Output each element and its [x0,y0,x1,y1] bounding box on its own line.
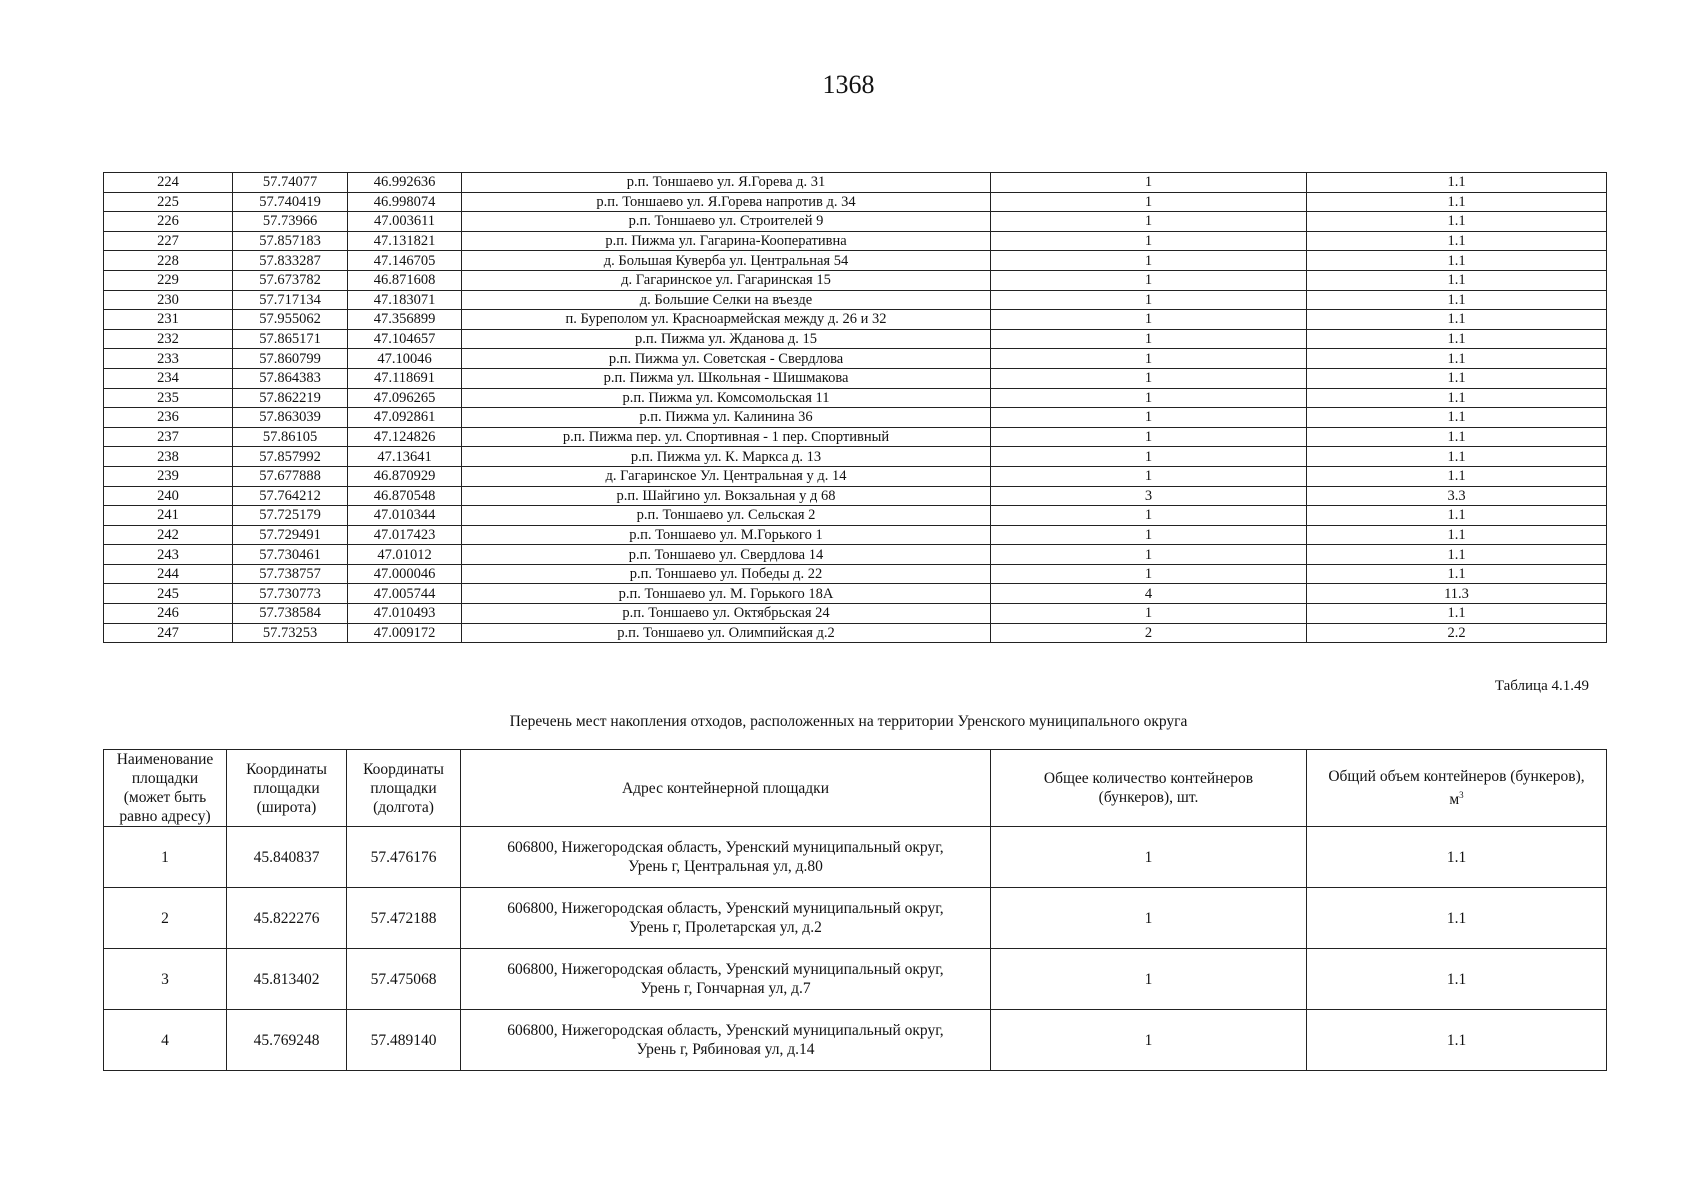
cell-longitude: 46.871608 [348,270,462,290]
cell-row-number: 224 [104,173,233,193]
cell-row-number: 232 [104,329,233,349]
table-row [104,212,1607,232]
cell-longitude: 47.124826 [348,427,462,447]
cell-address [461,827,991,888]
cell-address [461,1010,991,1071]
cell-container-volume: 1.1 [1307,388,1607,408]
cell-container-count: 1 [991,408,1307,428]
address-line: Урень г, Пролетарская ул, д.2 [629,919,822,936]
cell-container-volume: 1.1 [1307,349,1607,369]
cell-address: д. Гагаринское ул. Гагаринская 15 [462,270,991,290]
cell-container-volume: 1.1 [1307,310,1607,330]
table-row [104,251,1607,271]
cell-longitude: 47.000046 [348,564,462,584]
cell-container-volume: 1.1 [1307,604,1607,624]
cell-container-count: 1 [991,388,1307,408]
cell-latitude: 57.862219 [233,388,348,408]
cell-row-number: 240 [104,486,233,506]
cell-longitude: 47.010344 [348,506,462,526]
cell-container-volume: 2.2 [1307,623,1607,643]
table-row [104,388,1607,408]
table-row [104,486,1607,506]
header-container-volume: Общий объем контейнеров (бункеров), $м^3$ [1307,750,1607,827]
cell-address: р.п. Пижма ул. Гагарина-Кооперативна [462,231,991,251]
cell-container-count: 1 [991,310,1307,330]
table-row [104,408,1607,428]
cell-container-count: 1 [991,349,1307,369]
cell-longitude: 46.870929 [348,466,462,486]
cell-container-count: 1 [991,251,1307,271]
cell-latitude: 57.865171 [233,329,348,349]
header-latitude: Координаты площадки (широта) [227,750,347,827]
cell-container-volume: 1.1 [1307,506,1607,526]
cell-address: р.п. Пижма ул. Школьная - Шишмакова [462,368,991,388]
cell-longitude: 47.183071 [348,290,462,310]
cell-longitude: 57.472188 [347,888,461,949]
cell-address: р.п. Пижма пер. ул. Спортивная - 1 пер. Спортивный [462,427,991,447]
cell-container-count: 1 [991,290,1307,310]
cell-row-number: 246 [104,604,233,624]
header-row [104,750,1607,827]
cell-address: р.п. Пижма ул. Калинина 36 [462,408,991,428]
header-site-name: Наименование площадки (может быть равно адресу) [104,750,227,827]
cell-row-number: 244 [104,564,233,584]
address-line: Урень г, Центральная ул, д.80 [628,858,823,875]
table-row [104,525,1607,545]
cell-container-volume: 1.1 [1307,290,1607,310]
address-line: 606800, Нижегородская область, Уренский муниципальный округ, [507,900,944,917]
cell-row-number: 243 [104,545,233,565]
cell-site-number: 1 [104,827,227,888]
cell-row-number: 230 [104,290,233,310]
cell-address: р.п. Пижма ул. Жданова д. 15 [462,329,991,349]
cell-row-number: 227 [104,231,233,251]
cell-row-number: 229 [104,270,233,290]
table-row [104,604,1607,624]
cell-container-volume: 3.3 [1307,486,1607,506]
table-row [104,368,1607,388]
cell-latitude: 57.73966 [233,212,348,232]
cell-longitude: 47.010493 [348,604,462,624]
cell-container-volume: 1.1 [1307,212,1607,232]
cell-address: р.п. Тоншаево ул. Строителей 9 [462,212,991,232]
table-row [104,623,1607,643]
cell-address: п. Буреполом ул. Красноармейская между д. 26 и 32 [462,310,991,330]
cell-longitude: 47.356899 [348,310,462,330]
cell-address: д. Большая Куверба ул. Центральная 54 [462,251,991,271]
table-row [104,349,1607,369]
header-longitude: Координаты площадки (долгота) [347,750,461,827]
table-row [104,545,1607,565]
page-number: 1368 [822,70,875,99]
table-row [104,290,1607,310]
cell-container-count: 1 [991,466,1307,486]
cell-latitude: 45.822276 [227,888,347,949]
cell-latitude: 57.833287 [233,251,348,271]
cell-latitude: 45.840837 [227,827,347,888]
cell-longitude: 47.146705 [348,251,462,271]
cell-container-count: 1 [991,368,1307,388]
table-row [104,1010,1607,1071]
address-line: Урень г, Рябиновая ул, д.14 [636,1041,815,1058]
table-title: Перечень мест накопления отходов, расположенных на территории Уренского муниципального округа [509,713,1188,730]
cell-address: р.п. Тоншаево ул. М. Горького 18А [462,584,991,604]
cell-container-volume: 1.1 [1307,329,1607,349]
cell-longitude: 47.017423 [348,525,462,545]
cell-longitude: 57.476176 [347,827,461,888]
cell-container-count: 1 [991,827,1307,888]
address-line: 606800, Нижегородская область, Уренский муниципальный округ, [507,961,944,978]
cell-site-number: 2 [104,888,227,949]
cell-row-number: 235 [104,388,233,408]
cell-longitude: 47.009172 [348,623,462,643]
cell-container-count: 1 [991,564,1307,584]
cell-latitude: 57.738757 [233,564,348,584]
cell-container-count: 1 [991,949,1307,1010]
cell-container-volume: 1.1 [1307,949,1607,1010]
cell-container-count: 2 [991,623,1307,643]
cell-container-volume: 1.1 [1307,427,1607,447]
cell-row-number: 247 [104,623,233,643]
cell-address: р.п. Тоншаево ул. Свердлова 14 [462,545,991,565]
cell-longitude: 47.096265 [348,388,462,408]
cell-address: р.п. Тоншаево ул. М.Горького 1 [462,525,991,545]
cell-row-number: 245 [104,584,233,604]
cell-longitude: 46.998074 [348,192,462,212]
cell-latitude: 57.717134 [233,290,348,310]
cell-row-number: 236 [104,408,233,428]
cell-container-count: 1 [991,427,1307,447]
cell-container-count: 1 [991,545,1307,565]
cell-latitude: 57.863039 [233,408,348,428]
cell-address: р.п. Тоншаево ул. Победы д. 22 [462,564,991,584]
cell-container-count: 1 [991,506,1307,526]
cell-address: р.п. Пижма ул. К. Маркса д. 13 [462,447,991,467]
table-row [104,447,1607,467]
cell-container-count: 1 [991,173,1307,193]
cell-latitude: 57.857992 [233,447,348,467]
cell-longitude: 47.003611 [348,212,462,232]
cell-row-number: 241 [104,506,233,526]
cell-container-count: 1 [991,604,1307,624]
cell-longitude: 46.992636 [348,173,462,193]
cell-address [461,949,991,1010]
cell-container-count: 1 [991,212,1307,232]
top-table-body [104,173,1607,643]
cell-site-number: 3 [104,949,227,1010]
cell-container-volume: 1.1 [1307,173,1607,193]
cell-latitude: 57.860799 [233,349,348,369]
table-row [104,310,1607,330]
cell-container-volume: 1.1 [1307,231,1607,251]
table-caption: Таблица 4.1.49 [1494,678,1589,694]
cell-longitude: 47.005744 [348,584,462,604]
cell-row-number: 237 [104,427,233,447]
cell-row-number: 228 [104,251,233,271]
cell-latitude: 57.864383 [233,368,348,388]
table-row [104,949,1607,1010]
cell-latitude: 57.729491 [233,525,348,545]
cell-longitude: 47.118691 [348,368,462,388]
table-row [104,329,1607,349]
cell-address: д. Большие Селки на въезде [462,290,991,310]
cell-row-number: 242 [104,525,233,545]
cell-latitude: 57.857183 [233,231,348,251]
cell-latitude: 57.673782 [233,270,348,290]
cell-latitude: 57.738584 [233,604,348,624]
cell-container-count: 1 [991,525,1307,545]
cell-container-volume: 1.1 [1307,270,1607,290]
uren-containers-table [103,749,1607,1071]
cell-address: р.п. Тоншаево ул. Я.Горева д. 31 [462,173,991,193]
cell-longitude: 47.10046 [348,349,462,369]
cell-container-volume: 11.3 [1307,584,1607,604]
cell-container-count: 1 [991,231,1307,251]
header-container-count: Общее количество контейнеров (бункеров), шт. [991,750,1307,827]
cell-address: р.п. Шайгино ул. Вокзальная у д 68 [462,486,991,506]
cell-latitude: 57.955062 [233,310,348,330]
cell-container-volume: 1.1 [1307,408,1607,428]
address-line: Урень г, Гончарная ул, д.7 [640,980,811,997]
cell-row-number: 226 [104,212,233,232]
cell-container-count: 1 [991,329,1307,349]
cell-address: р.п. Тоншаево ул. Октябрьская 24 [462,604,991,624]
address-line: 606800, Нижегородская область, Уренский муниципальный округ, [507,1022,944,1039]
header-address: Адрес контейнерной площадки [461,750,991,827]
cell-container-volume: 1.1 [1307,525,1607,545]
cell-address: р.п. Тоншаево ул. Сельская 2 [462,506,991,526]
cell-row-number: 239 [104,466,233,486]
cell-address: р.п. Пижма ул. Комсомольская 11 [462,388,991,408]
cell-container-volume: 1.1 [1307,466,1607,486]
cell-site-number: 4 [104,1010,227,1071]
cell-container-volume: 1.1 [1307,368,1607,388]
cell-latitude: 45.769248 [227,1010,347,1071]
bottom-table-body [104,827,1607,1071]
cell-container-count: 1 [991,447,1307,467]
cell-latitude: 57.730461 [233,545,348,565]
cell-longitude: 47.092861 [348,408,462,428]
cell-container-volume: 1.1 [1307,192,1607,212]
address-line: 606800, Нижегородская область, Уренский муниципальный округ, [507,839,944,856]
cell-address: д. Гагаринское Ул. Центральная у д. 14 [462,466,991,486]
cell-container-volume: 1.1 [1307,564,1607,584]
table-row [104,192,1607,212]
cell-address: р.п. Тоншаево ул. Олимпийская д.2 [462,623,991,643]
containers-table-continued [103,172,1607,643]
cell-container-count: 1 [991,192,1307,212]
cell-container-volume: 1.1 [1307,251,1607,271]
cell-latitude: 57.677888 [233,466,348,486]
cell-latitude: 57.73253 [233,623,348,643]
cell-longitude: 46.870548 [348,486,462,506]
cell-longitude: 57.475068 [347,949,461,1010]
cell-container-count: 1 [991,1010,1307,1071]
cell-container-volume: 1.1 [1307,1010,1607,1071]
cell-row-number: 234 [104,368,233,388]
cell-latitude: 57.725179 [233,506,348,526]
cell-row-number: 225 [104,192,233,212]
cell-longitude: 47.13641 [348,447,462,467]
cell-row-number: 231 [104,310,233,330]
cell-row-number: 238 [104,447,233,467]
cell-longitude: 47.131821 [348,231,462,251]
cell-container-volume: 1.1 [1307,827,1607,888]
table-row [104,173,1607,193]
table-row [104,506,1607,526]
table-row [104,584,1607,604]
cell-container-count: 3 [991,486,1307,506]
cell-latitude: 57.74077 [233,173,348,193]
table-row [104,827,1607,888]
cell-address: р.п. Тоншаево ул. Я.Горева напротив д. 34 [462,192,991,212]
cell-container-volume: 1.1 [1307,545,1607,565]
table-row [104,270,1607,290]
cell-row-number: 233 [104,349,233,369]
cell-latitude: 45.813402 [227,949,347,1010]
cell-container-count: 4 [991,584,1307,604]
table-row [104,888,1607,949]
cell-address: р.п. Пижма ул. Советская - Свердлова [462,349,991,369]
cell-latitude: 57.86105 [233,427,348,447]
table-row [104,427,1607,447]
cell-longitude: 47.01012 [348,545,462,565]
cell-container-volume: 1.1 [1307,888,1607,949]
table-row [104,231,1607,251]
cell-container-count: 1 [991,270,1307,290]
cell-container-count: 1 [991,888,1307,949]
cell-address [461,888,991,949]
table-row [104,466,1607,486]
cell-latitude: 57.740419 [233,192,348,212]
table-row [104,564,1607,584]
cell-latitude: 57.764212 [233,486,348,506]
cell-container-volume: 1.1 [1307,447,1607,467]
cell-longitude: 57.489140 [347,1010,461,1071]
cell-latitude: 57.730773 [233,584,348,604]
cell-longitude: 47.104657 [348,329,462,349]
